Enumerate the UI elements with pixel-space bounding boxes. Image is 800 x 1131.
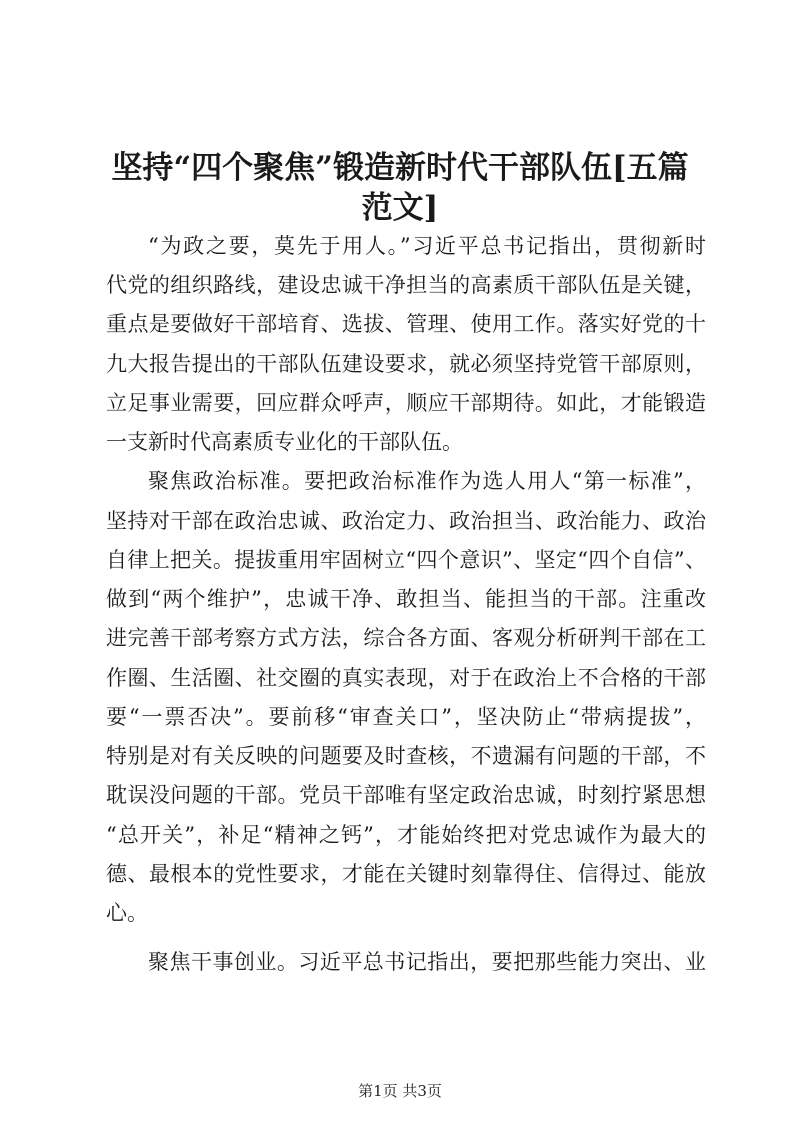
body-line: 做到“两个维护”，忠诚干净、敢担当、能担当的干部。注重改 (106, 587, 706, 611)
body-line: 聚焦干事创业。习近平总书记指出，要把那些能力突出、业 (148, 950, 706, 974)
body-line: 特别是对有关反映的问题要及时查核，不遗漏有问题的干部，不 (106, 744, 706, 768)
body-line: “总开关”，补足“精神之钙”，才能始终把对党忠诚作为最大的 (106, 823, 706, 847)
page-number-footer: 第1页 共3页 (358, 1082, 442, 1100)
body-line: 九大报告提出的干部队伍建设要求，就必须坚持党管干部原则， (106, 352, 706, 376)
body-line: 耽误没问题的干部。党员干部唯有坚定政治忠诚，时刻拧紧思想 (106, 783, 706, 807)
body-line: 自律上把关。提拔重用牢固树立“四个意识”、坚定“四个自信”、 (106, 548, 706, 572)
body-line: 代党的组织路线，建设忠诚干净担当的高素质干部队伍是关键， (106, 273, 706, 297)
document-title-line-2: 范文] (361, 190, 439, 226)
body-line: 聚焦政治标准。要把政治标准作为选人用人“第一标准”， (148, 469, 706, 493)
body-line: 作圈、生活圈、社交圈的真实表现，对于在政治上不合格的干部 (106, 666, 706, 690)
body-line: 重点是要做好干部培育、选拔、管理、使用工作。落实好党的十 (106, 312, 706, 336)
body-line: 德、最根本的党性要求，才能在关键时刻靠得住、信得过、能放 (106, 862, 706, 886)
body-line: 心。 (106, 901, 148, 925)
body-line: 坚持对干部在政治忠诚、政治定力、政治担当、政治能力、政治 (106, 509, 706, 533)
document-title-line-1: 坚持“四个聚焦”锻造新时代干部队伍[五篇 (111, 150, 689, 186)
body-line: 立足事业需要，回应群众呼声，顺应干部期待。如此，才能锻造 (106, 391, 706, 415)
body-line: 进完善干部考察方式方法，综合各方面、客观分析研判干部在工 (106, 626, 706, 650)
body-line: 要“一票否决”。要前移“审查关口”，坚决防止“带病提拔”， (106, 705, 706, 729)
body-line: “为政之要，莫先于用人。”习近平总书记指出，贯彻新时 (148, 234, 706, 258)
body-line: 一支新时代高素质专业化的干部队伍。 (106, 430, 463, 454)
